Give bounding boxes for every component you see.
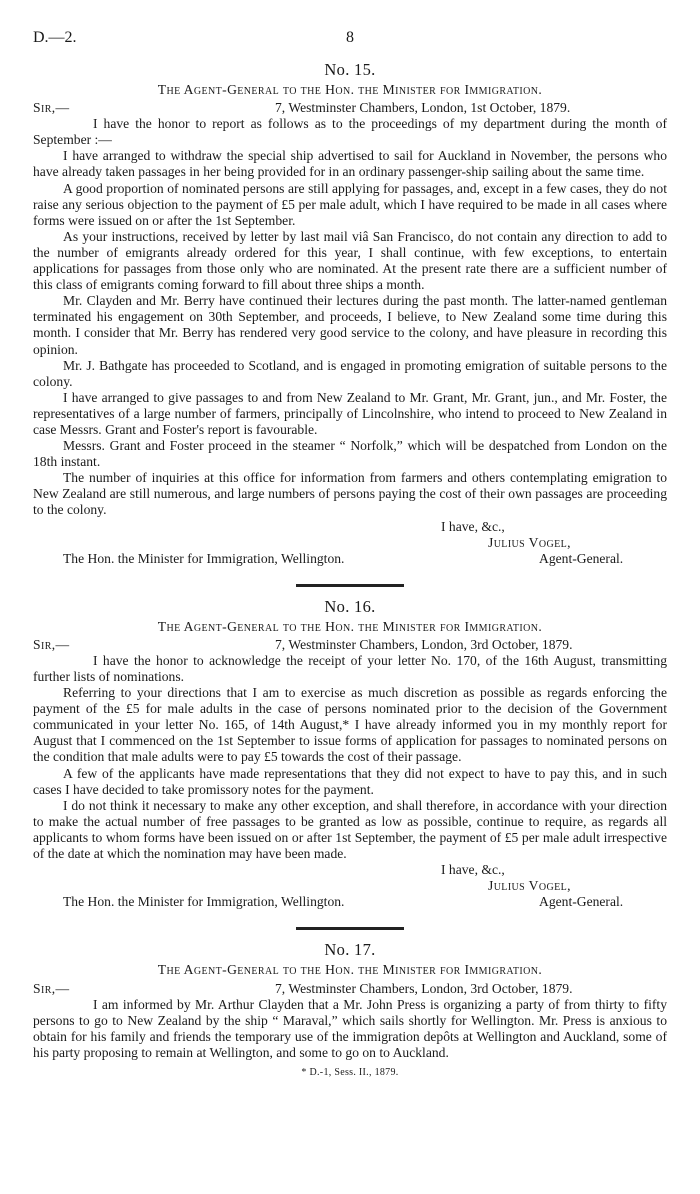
addressee: The Hon. the Minister for Immigration, Wellington. xyxy=(63,550,345,566)
closing-line xyxy=(33,551,667,568)
letter-title: The Agent-General to the Hon. the Minister for Immigration. xyxy=(157,618,543,634)
salutation-line xyxy=(33,981,667,997)
paragraph: Mr. Clayden and Mr. Berry have continued their lectures during the past month. The latter-named gentleman terminated his engagement on 30th September, and proceeds, I believe, to New Zealand some time during this month. I consider that Mr. Berry has rendered very good service to the colony, and have pleasure in recording this opinion. xyxy=(33,293,667,357)
paragraph: I am informed by Mr. Arthur Clayden that a Mr. John Press is organizing a party of from thirty to fifty persons to go to New Zealand by the ship “ Maraval,” which sails shortly for Wellington. Mr. Press is anxious to obtain for his family and friends the temporary use of the immigration depôts at Wellington and Auckland, some of his party proposing to remain at Wellington, and some to go on to Auckland. xyxy=(33,996,667,1060)
signature: Julius Vogel, xyxy=(488,878,571,894)
letter-title: The Agent-General to the Hon. the Minister for Immigration. xyxy=(157,82,543,98)
section-divider xyxy=(296,584,404,587)
sender-address: 7, Westminster Chambers, London, 3rd October, 1879. xyxy=(275,980,573,996)
paragraph: I do not think it necessary to make any other exception, and shall therefore, in accordance with your direction to make the actual number of free passages to be granted as low as possible, continue to require, as regards all applicants to whom forms have been issued on or after 1st September, the payment of £5 per male adult irrespective of the date at which the nomination may have been made. xyxy=(33,797,667,862)
addressee: The Hon. the Minister for Immigration, Wellington. xyxy=(63,894,345,910)
section-divider xyxy=(296,927,404,930)
letter-number: No. 15. xyxy=(324,60,376,79)
salutation-line xyxy=(33,100,667,116)
paragraph: A good proportion of nominated persons are still applying for passages, and, except in a few cases, they do not raise any serious objection to the payment of £5 per male adult, which I have required to be made in all cases where forms were issued on or after the 1st September. xyxy=(33,180,667,228)
sender-address: 7, Westminster Chambers, London, 3rd October, 1879. xyxy=(275,636,573,652)
document-page xyxy=(33,30,667,1081)
salutation-line xyxy=(33,637,667,653)
letter-16 xyxy=(33,596,667,912)
paragraph: Messrs. Grant and Foster proceed in the steamer “ Norfolk,” which will be despatched from London on the 18th instant. xyxy=(33,438,667,470)
paragraph: I have the honor to acknowledge the receipt of your letter No. 170, of the 16th August, transmitting further lists of nominations. xyxy=(33,652,667,684)
paragraph: The number of inquiries at this office for information from farmers and others contemplating emigration to New Zealand are still numerous, and large numbers of persons paying the cost of their own passages are proceeding to the colony. xyxy=(33,470,667,518)
page-number: 8 xyxy=(346,29,354,46)
footnote: * D.-1, Sess. II., 1879. xyxy=(301,1066,399,1078)
paragraph: I have arranged to give passages to and from New Zealand to Mr. Grant, Mr. Grant, jun., and Mr. Foster, the representatives of a large number of farmers, principally of Lincolnshire, who intend to proceed to New Zealand in case Messrs. Grant and Foster's report is favourable. xyxy=(33,389,667,437)
letter-15 xyxy=(33,62,667,568)
letter-title: The Agent-General to the Hon. the Minister for Immigration. xyxy=(157,962,543,978)
closing-line xyxy=(33,894,667,911)
salutation: Sir,— xyxy=(33,636,70,652)
sign-off: I have, &c., xyxy=(441,862,505,878)
sender-address: 7, Westminster Chambers, London, 1st October, 1879. xyxy=(275,100,571,116)
signatory-role: Agent-General. xyxy=(539,894,624,910)
signatory-role: Agent-General. xyxy=(539,550,624,566)
paragraph: I have the honor to report as follows as to the proceedings of my department during the month of September :— xyxy=(33,116,667,148)
sign-off: I have, &c., xyxy=(441,518,505,534)
letter-number: No. 16. xyxy=(324,596,376,616)
page-header xyxy=(33,30,667,50)
letter-number: No. 17. xyxy=(324,940,376,960)
salutation: Sir,— xyxy=(33,100,70,116)
paragraph: Referring to your directions that I am to exercise as much discretion as possible as regards enforcing the payment of the £5 for male adults in the case of persons nominated prior to the decision of the Government communicated in your letter No. 165, of 14th August,* I have already informed you in my monthly report for August that I commenced on the 1st September to issue forms of application for passages to nominated persons on the condition that male adults were to pay £5 towards the cost of their passage. xyxy=(33,685,667,765)
paragraph: A few of the applicants have made representations that they did not expect to have to pay this, and in such cases I have decided to take promissory notes for the payment. xyxy=(33,765,667,797)
paragraph: Mr. J. Bathgate has proceeded to Scotland, and is engaged in promoting emigration of suitable persons to the colony. xyxy=(33,357,667,389)
document-reference: D.—2. xyxy=(33,29,77,46)
paragraph: I have arranged to withdraw the special ship advertised to sail for Auckland in November, the persons who have already taken passages in her being provided for in an ordinary passenger-ship sailing about the same time. xyxy=(33,148,667,180)
signature: Julius Vogel, xyxy=(488,534,571,550)
salutation: Sir,— xyxy=(33,980,70,996)
letter-17 xyxy=(33,942,667,1061)
paragraph: As your instructions, received by letter by last mail viâ San Francisco, do not contain any direction to add to the number of emigrants already ordered for this year, I shall continue, with few exceptions, to entertain applications for passages from those only who are nominated. At the present rate there are a sufficient number of this class of emigrants coming forward to fill about three ships a month. xyxy=(33,228,667,293)
